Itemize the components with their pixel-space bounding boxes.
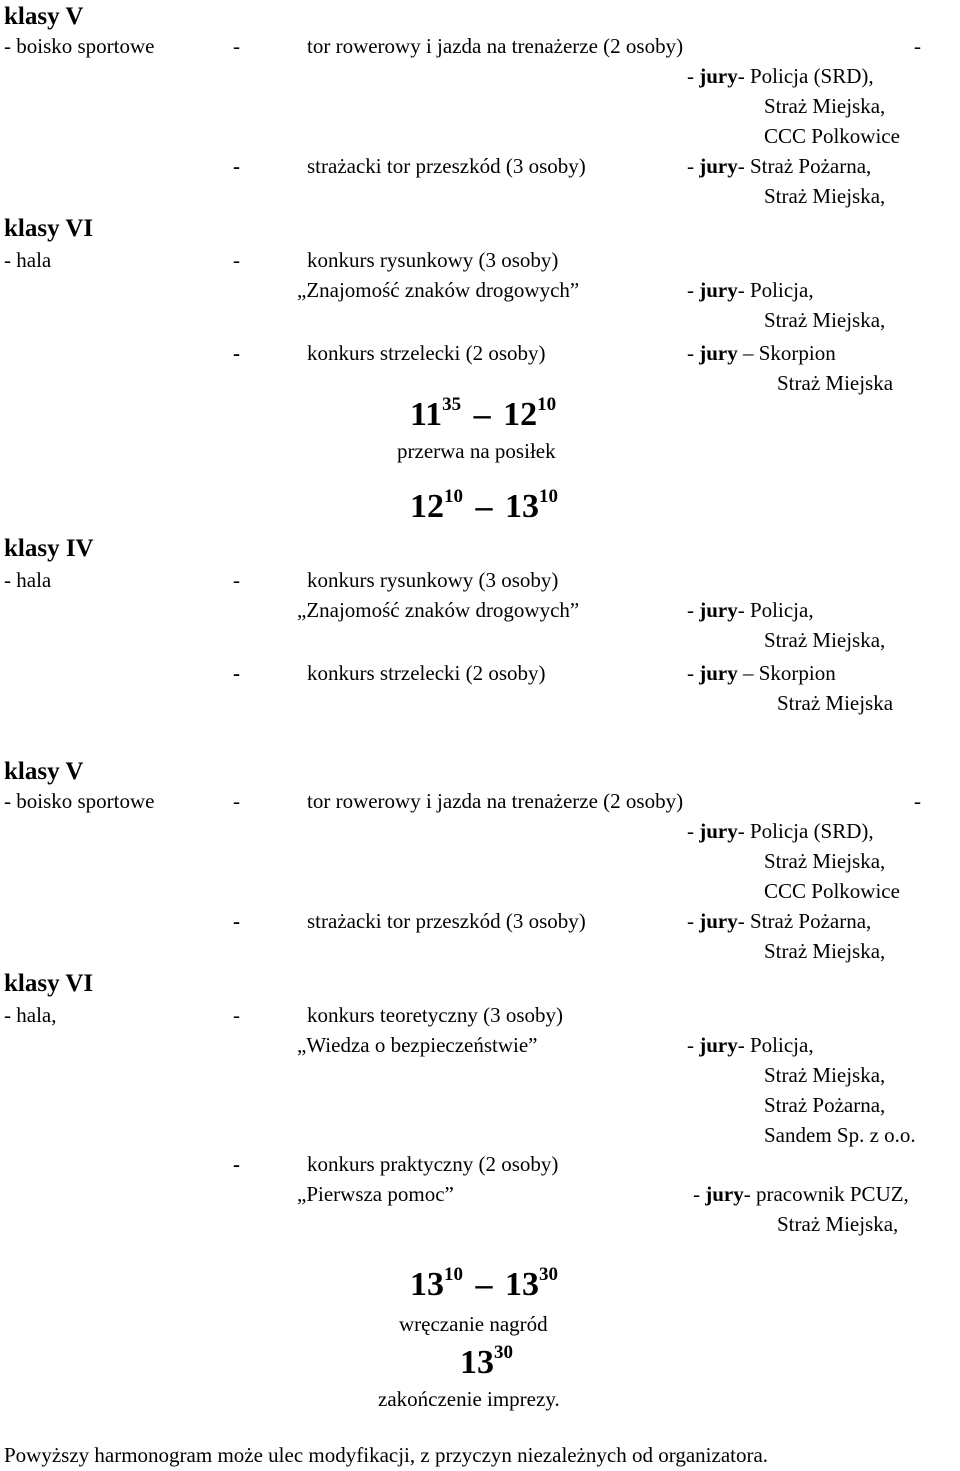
dash: -	[233, 661, 240, 685]
location: - hala	[4, 248, 52, 272]
jury-line: - jury – Skorpion	[687, 661, 836, 685]
jury-line: - jury- Policja (SRD),	[687, 819, 874, 843]
jury-line: - jury- pracownik PCUZ,	[693, 1182, 909, 1206]
break-label: przerwa na posiłek	[397, 439, 556, 463]
footer-note: Powyższy harmonogram może ulec modyfikacji, z przyczyn niezależnych od organizatora.	[4, 1443, 769, 1467]
event-name: konkurs strzelecki (2 osoby)	[307, 661, 546, 685]
event-name: konkurs teoretyczny (3 osoby)	[307, 1003, 564, 1027]
jury-member: Straż Miejska,	[764, 628, 886, 652]
jury-member: CCC Polkowice	[764, 879, 900, 903]
jury-member: Straż Miejska,	[764, 184, 886, 208]
jury-member: Straż Pożarna,	[764, 1093, 886, 1117]
jury-member: Straż Miejska,	[764, 94, 886, 118]
event-title: „Znajomość znaków drogowych”	[297, 598, 580, 622]
closing-label: zakończenie imprezy.	[378, 1387, 560, 1411]
dash: -	[233, 1003, 240, 1027]
jury-member: Straż Miejska,	[764, 939, 886, 963]
dash: -	[914, 789, 921, 813]
dash: -	[233, 789, 240, 813]
time-range: $12^{10} - 13^{10}$	[410, 486, 558, 525]
location: - boisko sportowe	[4, 34, 155, 58]
awards-label: wręczanie nagród	[399, 1312, 548, 1336]
event-title: „Znajomość znaków drogowych”	[297, 278, 580, 302]
dash: -	[233, 568, 240, 592]
event-name: konkurs praktyczny (2 osoby)	[307, 1152, 559, 1176]
event-name: konkurs strzelecki (2 osoby)	[307, 341, 546, 365]
section-heading: klasy VI	[4, 215, 94, 242]
event-name: tor rowerowy i jazda na trenażerze (2 osoby)	[307, 34, 684, 58]
time-single: $13^{30}$	[460, 1342, 513, 1381]
jury-member: Straż Miejska	[777, 371, 894, 395]
jury-label: jury	[699, 661, 738, 685]
jury-line: - jury – Skorpion	[687, 341, 836, 365]
section-heading: klasy V	[4, 3, 84, 30]
jury-member: Straż Miejska,	[764, 849, 886, 873]
location: - hala	[4, 568, 52, 592]
jury-member: Sandem Sp. z o.o.	[764, 1123, 916, 1147]
section-heading: klasy V	[4, 758, 84, 785]
jury-line: - jury- Policja,	[687, 598, 814, 622]
jury-member: Straż Miejska,	[764, 308, 886, 332]
event-title: „Wiedza o bezpieczeństwie”	[297, 1033, 538, 1057]
jury-line: - jury- Straż Pożarna,	[687, 909, 872, 933]
jury-label: jury	[699, 341, 738, 365]
jury-label: jury	[705, 1182, 744, 1206]
jury-member: Straż Miejska,	[764, 1063, 886, 1087]
event-name: strażacki tor przeszkód (3 osoby)	[307, 154, 586, 178]
dash: -	[233, 154, 240, 178]
jury-line: - jury- Straż Pożarna,	[687, 154, 872, 178]
time-range: $13^{10} - 13^{30}$	[410, 1264, 558, 1303]
jury-label: jury	[699, 154, 738, 178]
dash: -	[233, 34, 240, 58]
section-heading: klasy IV	[4, 535, 94, 562]
jury-line: - jury- Policja,	[687, 278, 814, 302]
jury-label: jury	[699, 1033, 738, 1057]
jury-label: jury	[699, 64, 738, 88]
time-range: $11^{35} - 12^{10}$	[410, 394, 557, 433]
dash: -	[233, 1152, 240, 1176]
event-name: tor rowerowy i jazda na trenażerze (2 osoby)	[307, 789, 684, 813]
section-heading: klasy VI	[4, 970, 94, 997]
dash: -	[914, 34, 921, 58]
jury-member: CCC Polkowice	[764, 124, 900, 148]
jury-label: jury	[699, 909, 738, 933]
dash: -	[233, 248, 240, 272]
location: - boisko sportowe	[4, 789, 155, 813]
event-name: konkurs rysunkowy (3 osoby)	[307, 568, 559, 592]
dash: -	[233, 909, 240, 933]
event-title: „Pierwsza pomoc”	[297, 1182, 454, 1206]
jury-member: Straż Miejska,	[777, 1212, 899, 1236]
event-name: strażacki tor przeszkód (3 osoby)	[307, 909, 586, 933]
jury-label: jury	[699, 819, 738, 843]
dash: -	[233, 341, 240, 365]
jury-line: - jury- Policja (SRD),	[687, 64, 874, 88]
jury-line: - jury- Policja,	[687, 1033, 814, 1057]
jury-member: Straż Miejska	[777, 691, 894, 715]
location: - hala,	[4, 1003, 57, 1027]
jury-label: jury	[699, 598, 738, 622]
jury-label: jury	[699, 278, 738, 302]
event-name: konkurs rysunkowy (3 osoby)	[307, 248, 559, 272]
